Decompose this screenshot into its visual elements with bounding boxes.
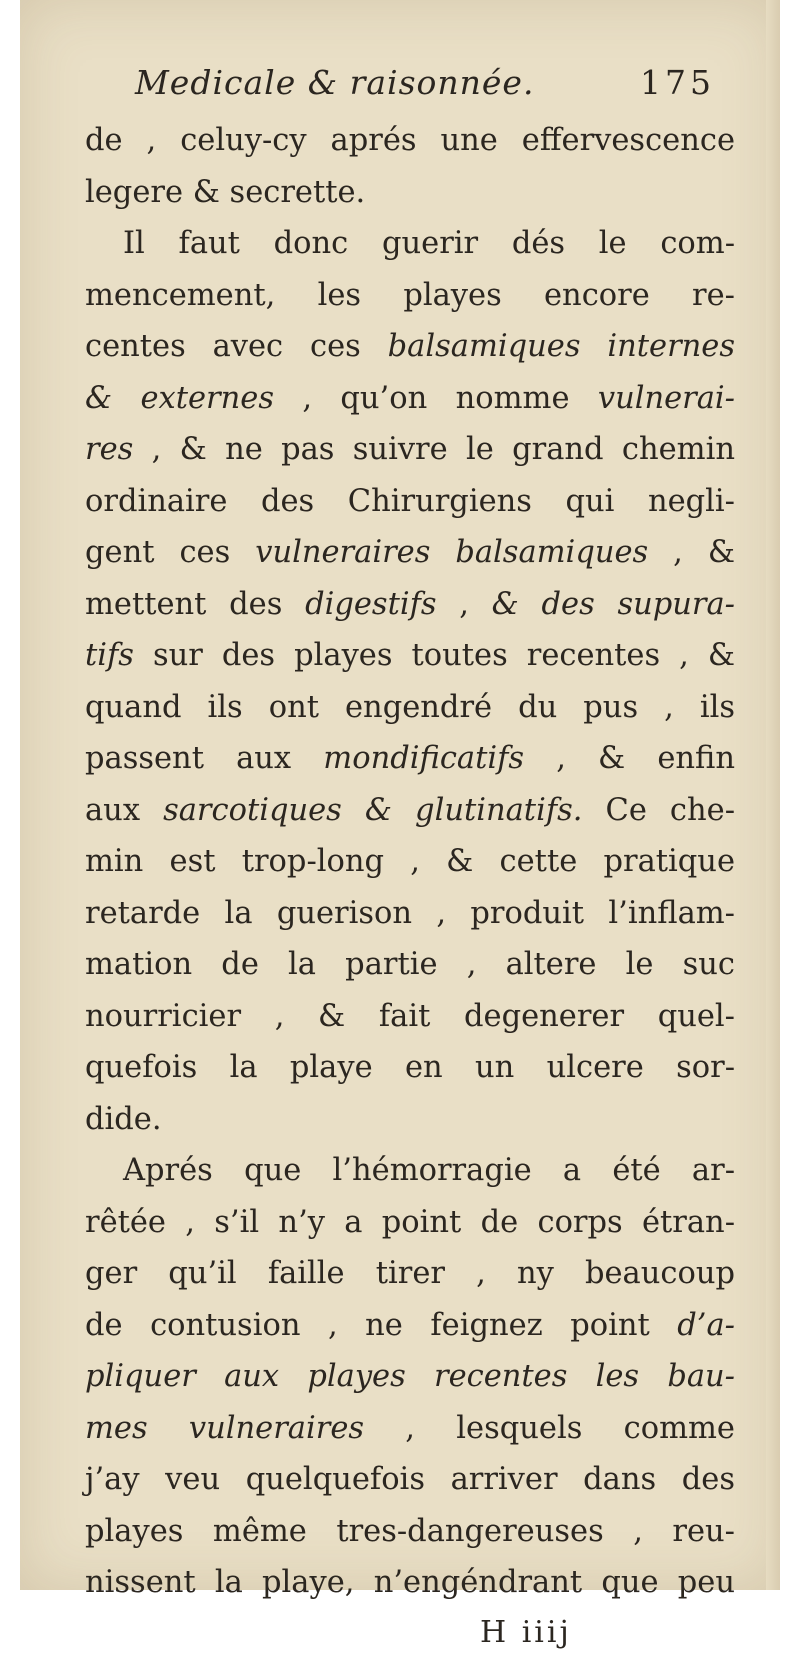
text-line [85,733,735,785]
text-run: , qu’on nomme [273,380,598,416]
text-run: mation de la partie , altere le suc [85,947,735,982]
text-run: Aprés que l’hémorragie a été ar- [123,1153,735,1188]
text-line [85,1248,735,1300]
text-line [85,836,735,888]
book-page [20,0,780,1650]
text-line [85,785,735,837]
text-run: mencement, les playes encore re- [85,277,735,313]
text-line [85,579,735,631]
page-number: 175 [640,63,715,102]
page-header [85,55,735,115]
text-run: playes même tres-dangereuses , reu- [85,1513,735,1549]
text-run: rêtée , s’il n’y a point de corps étran- [85,1204,735,1240]
text-run: j’ay veu quelquefois arriver dans des [85,1462,735,1497]
text-line [85,115,735,167]
text-run: nourricier , & fait degenerer quel- [85,998,735,1034]
text-line [85,1351,735,1403]
italic-text-run: pliquer aux playes recentes les bau- [85,1359,735,1394]
text-line [85,1042,735,1094]
text-line [85,1403,735,1455]
text-run: Il faut donc guerir dés le com- [123,226,735,261]
text-run: , & enfin [524,741,736,776]
italic-text-run: d’a- [677,1307,735,1343]
italic-text-run: mondificatifs [323,741,525,776]
text-run: ger qu’il faille tirer , ny beaucoup [85,1256,735,1291]
text-run: Ce che- [582,792,735,828]
text-run: retarde la guerison , produit l’inflam- [85,895,735,931]
text-line [85,218,735,270]
text-line [85,939,735,991]
text-run: mettent des [85,586,306,622]
text-run: ordinaire des Chirurgiens qui negli- [85,483,735,519]
text-run: de , celuy-cy aprés une effervescence [85,123,735,158]
text-line [85,270,735,322]
text-run: de contusion , ne feignez point [85,1307,678,1343]
text-line [85,1557,735,1609]
italic-text-run: res [85,432,134,467]
text-line [85,991,735,1043]
text-block [85,55,735,1659]
running-title: Medicale & raisonnée. [135,63,535,102]
text-run: centes avec ces [85,329,388,364]
text-line [85,630,735,682]
text-run: gent ces [85,535,256,570]
italic-text-run: digestifs [305,586,437,622]
text-line [85,682,735,734]
italic-text-run: balsamiques internes [387,329,735,364]
text-line [85,1300,735,1352]
text-run: , lesquels comme [364,1410,735,1446]
text-run: , [436,586,492,622]
text-run: dide. [85,1101,162,1137]
text-line [85,167,735,219]
text-line [85,888,735,940]
italic-text-run: mes vulneraires [85,1410,365,1446]
text-line [85,373,735,425]
text-line [85,1454,735,1506]
italic-text-run: & des supura- [491,586,735,622]
text-run: , & ne pas suivre le grand chemin [133,432,735,467]
text-line [85,476,735,528]
text-run: passent aux [85,741,324,776]
text-run: legere & secrette. [85,174,366,210]
text-line [85,1506,735,1558]
italic-text-run: vulnerai- [597,380,735,416]
page-footer [85,1609,735,1659]
text-run: quefois la playe en un ulcere sor- [85,1050,735,1085]
text-line [85,1197,735,1249]
body-text [85,115,735,1609]
text-run: quand ils ont engendré du pus , ils [85,689,735,725]
text-line [85,1145,735,1197]
text-run: min est trop-long , & cette pratique [85,844,735,879]
text-run: sur des playes toutes recentes , & [133,638,735,673]
italic-text-run: tifs [85,638,134,673]
text-run: nissent la playe, n’engéndrant que peu [85,1565,735,1600]
text-line [85,424,735,476]
italic-text-run: & externes [85,380,274,416]
text-line [85,321,735,373]
text-line [85,1094,735,1146]
italic-text-run: vulneraires balsamiques [255,535,649,570]
text-line [85,527,735,579]
text-run: aux [85,792,164,828]
text-run: , & [648,535,735,570]
italic-text-run: sarcotiques & glutinatifs. [163,792,583,828]
page-edge [766,0,780,1590]
signature-mark: H iiij [480,1614,572,1650]
